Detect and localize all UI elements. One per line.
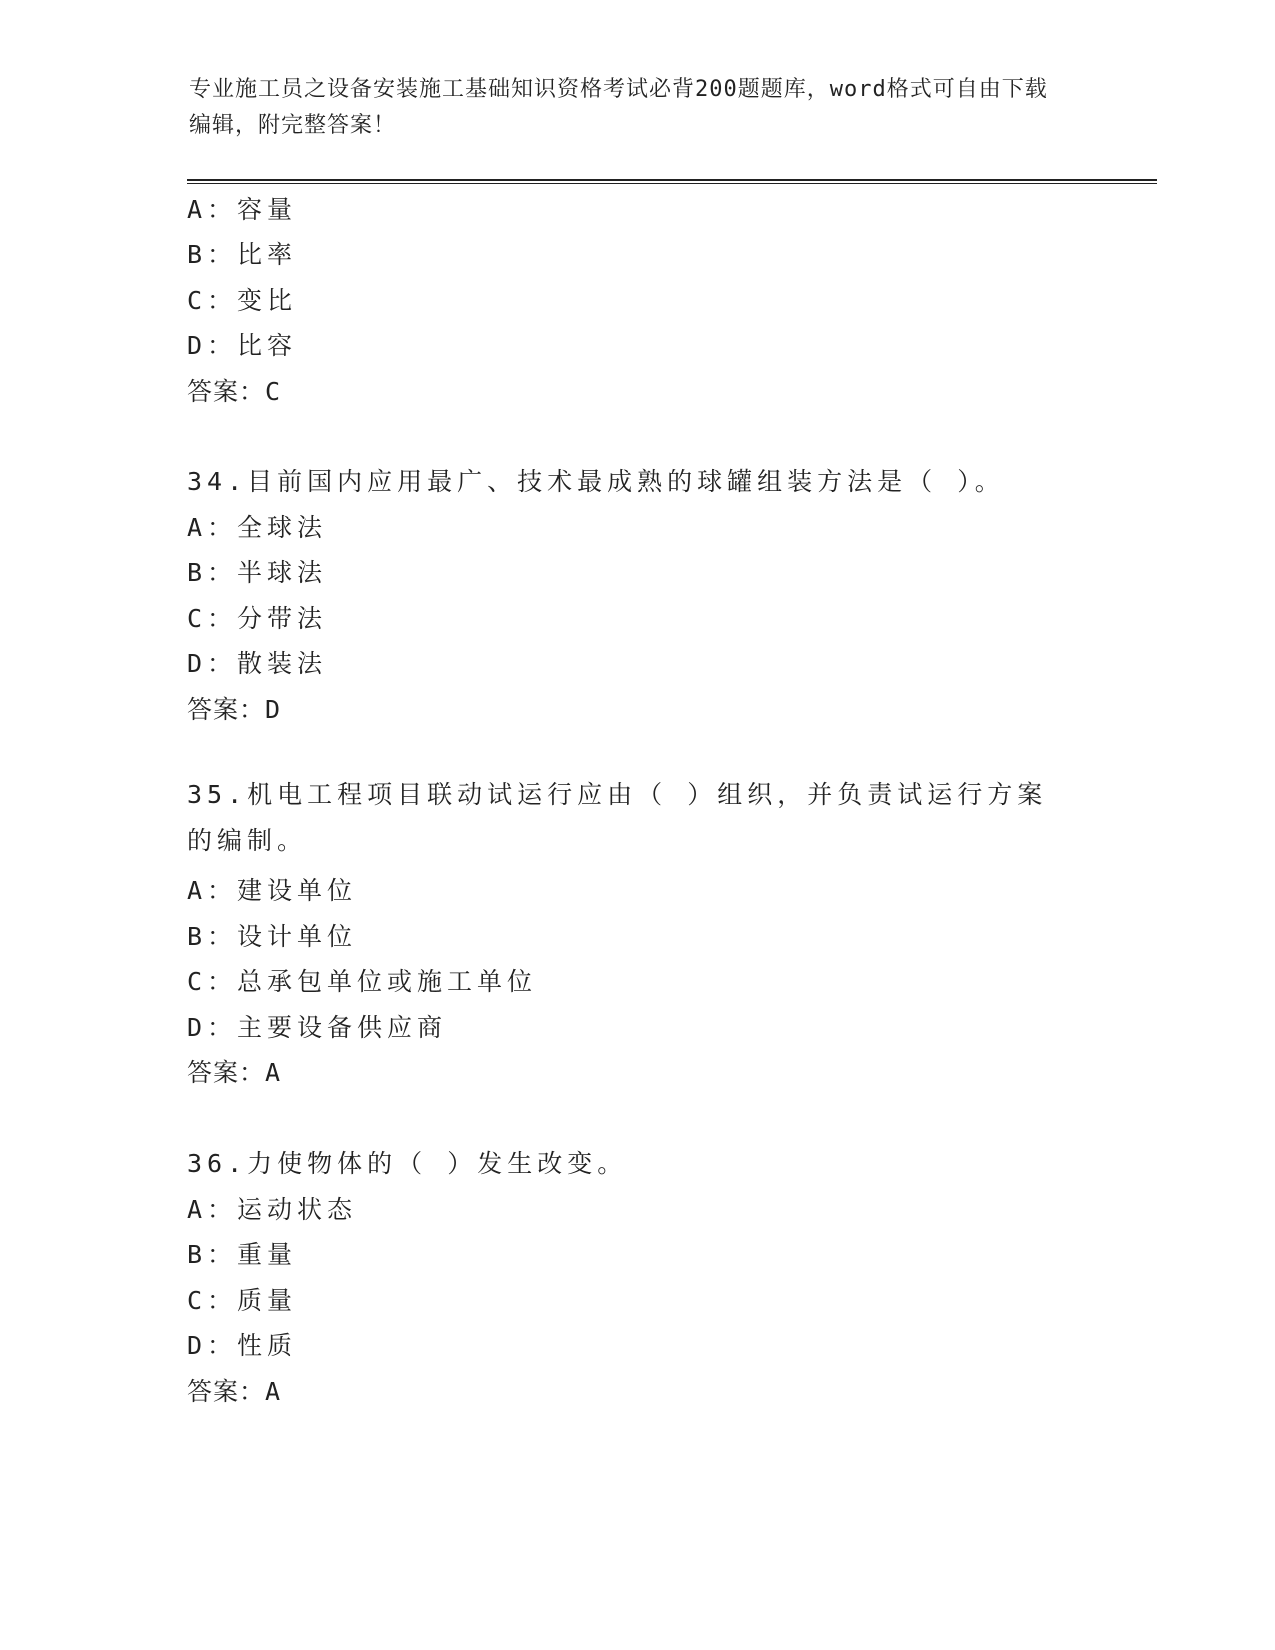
q36-option-d: D：性质	[187, 1331, 298, 1360]
q33-option-d: D：比容	[187, 331, 298, 360]
q35-option-d: D：主要设备供应商	[187, 1013, 448, 1042]
q35-question: 35.机电工程项目联动试运行应由（ ）组织，并负责试运行方案的编制。	[187, 780, 1048, 855]
q34-option-c: C：分带法	[187, 604, 328, 633]
q36-answer: 答案：A	[187, 1377, 282, 1406]
q34-answer: 答案：D	[187, 695, 282, 724]
q34-option-d: D：散装法	[187, 649, 328, 678]
q36-option-a: A：运动状态	[187, 1195, 358, 1224]
q34-option-b: B：半球法	[187, 558, 328, 587]
q33-option-b: B：比率	[187, 240, 298, 269]
document-header: 专业施工员之设备安装施工基础知识资格考试必背200题题库，word格式可自由下载编辑，附完整答案！	[189, 77, 1048, 138]
q36-option-b: B：重量	[187, 1240, 298, 1269]
q35-option-b: B：设计单位	[187, 922, 358, 951]
q35-answer: 答案：A	[187, 1058, 282, 1087]
q35-option-a: A：建设单位	[187, 876, 358, 905]
q33-answer: 答案：C	[187, 377, 282, 406]
q36-option-c: C：质量	[187, 1286, 298, 1315]
q34-option-a: A：全球法	[187, 513, 328, 542]
q36-question: 36.力使物体的（ ）发生改变。	[187, 1149, 628, 1178]
header-divider-thin	[187, 183, 1157, 184]
q35-option-c: C：总承包单位或施工单位	[187, 967, 538, 996]
header-divider-thick	[187, 179, 1157, 181]
q34-question: 34.目前国内应用最广、技术最成熟的球罐组装方法是（ ）。	[187, 467, 1005, 496]
q33-option-a: A：容量	[187, 195, 298, 224]
q33-option-c: C：变比	[187, 286, 298, 315]
